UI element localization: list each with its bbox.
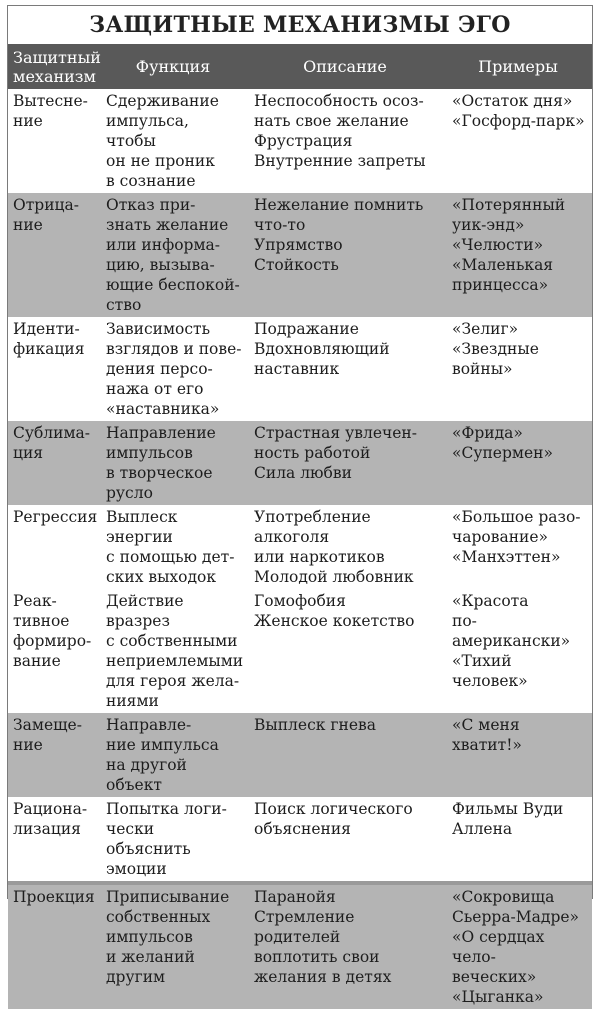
examples-cell: «Остаток дня» «Госфорд-парк» xyxy=(444,89,592,193)
description-cell: Неспособность осоз- нать свое желание Фрустрация Внутренние запреты xyxy=(246,89,444,193)
examples-cell: «С меня хватит!» xyxy=(444,713,592,797)
function-cell: Зависимость взглядов и пове- дения персо- нажа от его «наставника» xyxy=(100,317,246,421)
description-cell: Нежелание помнить что-то Упрямство Стойкость xyxy=(246,193,444,317)
table-row xyxy=(8,89,592,193)
function-cell: Направле- ние импульса на другой объект xyxy=(100,713,246,797)
function-cell: Отказ при- знать желание или информа- цию, вызыва- ющие беспокой- ство xyxy=(100,193,246,317)
description-cell: Поиск логического объяснения xyxy=(246,797,444,883)
function-cell: Сдерживание импульса, чтобы он не проник в сознание xyxy=(100,89,246,193)
examples-cell: «Большое разо- чарование» «Манхэттен» xyxy=(444,505,592,589)
mechanism-cell: Отрица- ние xyxy=(8,193,100,317)
mechanism-cell: Реак- тивное формиро- вание xyxy=(8,589,100,713)
header-description: Описание xyxy=(246,44,444,89)
defense-mechanisms-table xyxy=(8,44,592,1009)
description-cell: Употребление алкоголя или наркотиков Молодой любовник xyxy=(246,505,444,589)
function-cell: Попытка логи- чески объяснить эмоции xyxy=(100,797,246,883)
table-row xyxy=(8,317,592,421)
header-examples: Примеры xyxy=(444,44,592,89)
header-row xyxy=(8,44,592,89)
table-row xyxy=(8,713,592,797)
examples-cell: «Потерянный уик-энд» «Челюсти» «Маленькая принцесса» xyxy=(444,193,592,317)
table-row xyxy=(8,589,592,713)
mechanism-cell: Замеще- ние xyxy=(8,713,100,797)
table-row xyxy=(8,193,592,317)
function-cell: Выплеск энергии с помощью дет- ских выходок xyxy=(100,505,246,589)
mechanism-cell: Иденти- фикация xyxy=(8,317,100,421)
header-mechanism: Защитный механизм xyxy=(8,44,100,89)
function-cell: Действие вразрез с собственными неприемлемыми для героя жела- ниями xyxy=(100,589,246,713)
table-row xyxy=(8,505,592,589)
description-cell: Страстная увлечен- ность работой Сила любви xyxy=(246,421,444,505)
mechanism-cell: Рациона- лизация xyxy=(8,797,100,883)
mechanism-cell: Сублима- ция xyxy=(8,421,100,505)
examples-cell: «Фрида» «Супермен» xyxy=(444,421,592,505)
description-cell: Гомофобия Женское кокетство xyxy=(246,589,444,713)
function-cell: Приписывание собственных импульсов и желаний другим xyxy=(100,883,246,1009)
examples-cell: Фильмы Вуди Аллена xyxy=(444,797,592,883)
mechanism-cell: Вытесне- ние xyxy=(8,89,100,193)
description-cell: Подражание Вдохновляющий наставник xyxy=(246,317,444,421)
table-row xyxy=(8,421,592,505)
table-row xyxy=(8,883,592,1009)
mechanism-cell: Проекция xyxy=(8,883,100,1009)
description-cell: Паранойя Стремление родителей воплотить свои желания в детях xyxy=(246,883,444,1009)
function-cell: Направление импульсов в творческое русло xyxy=(100,421,246,505)
examples-cell: «Сокровища Сьерра-Мадре» «О сердцах чело- веческих» «Цыганка» xyxy=(444,883,592,1009)
table-row xyxy=(8,797,592,883)
examples-cell: «Зелиг» «Звездные войны» xyxy=(444,317,592,421)
page-title: ЗАЩИТНЫЕ МЕХАНИЗМЫ ЭГО xyxy=(89,12,511,38)
table-frame xyxy=(7,5,593,1006)
description-cell: Выплеск гнева xyxy=(246,713,444,797)
examples-cell: «Красота по-американски» «Тихий человек» xyxy=(444,589,592,713)
header-function: Функция xyxy=(100,44,246,89)
mechanism-cell: Регрессия xyxy=(8,505,100,589)
